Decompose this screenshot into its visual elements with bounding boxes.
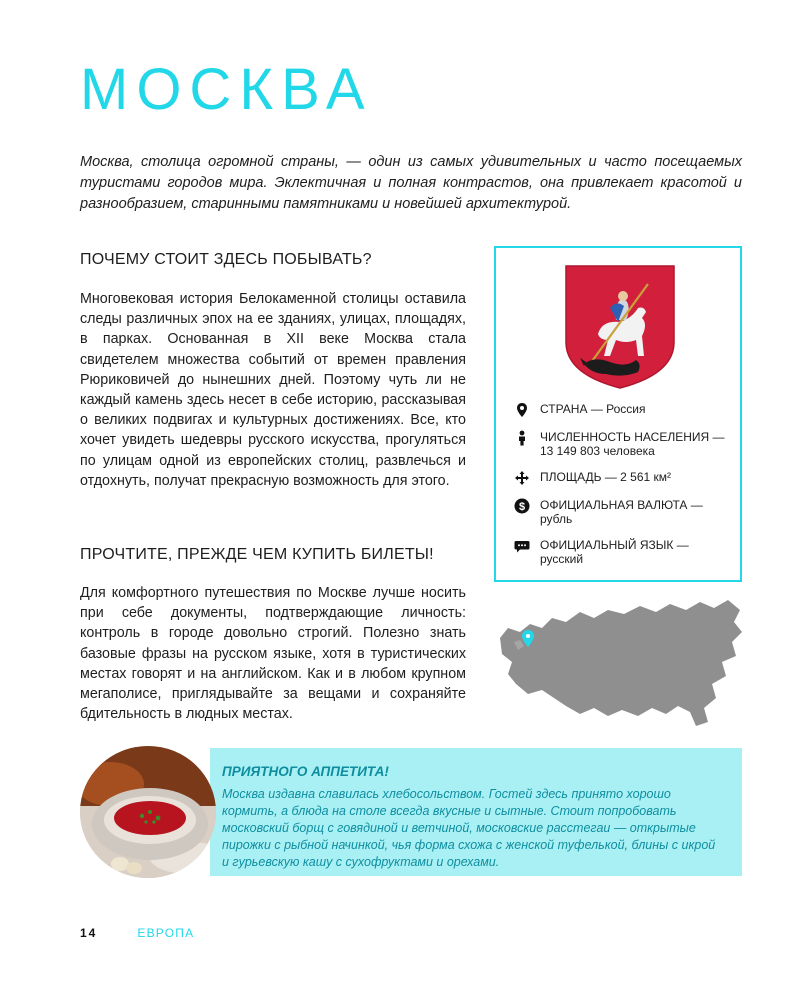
fact-country: СТРАНА — Россия	[514, 402, 734, 418]
dollar-coin-icon	[514, 498, 530, 514]
fact-label: ЧИСЛЕННОСТЬ НАСЕЛЕНИЯ	[540, 430, 710, 444]
fact-value: 2 561 км²	[620, 470, 672, 484]
tickets-heading: ПРОЧТИТЕ, ПРЕЖДЕ ЧЕМ КУПИТЬ БИЛЕТЫ!	[80, 546, 434, 563]
why-visit-paragraph: Многовековая история Белокаменной столицы оставила следы различных эпох на ее зданиях, улицах, площадях, в парках. Основанная в XII веке Москва стала свидетелем множества событий от времен правления Рюриковичей до нынешних дней. Поэтому чуть ли не каждый камень здесь несет в себе историю, рассказывая о великих подвигах и культурных достижениях. Все, кто хочет увидеть шедевры русского искусства, прогуляться по улицам одной из европейских столиц, развлечься и отдохнуть, получат прекрасную возможность для этого.	[80, 291, 466, 489]
fact-label: ПЛОЩАДЬ	[540, 470, 602, 484]
section-name: ЕВРОПА	[137, 926, 195, 940]
person-icon	[514, 430, 530, 446]
move-arrows-icon	[514, 470, 530, 486]
fact-label: СТРАНА	[540, 402, 588, 416]
tickets-paragraph: Для комфортного путешествия по Москве лучше носить при себе документы, подтверждающие личность: контроль в городе довольно строгий. Полезно знать базовые фразы на русском языке, хотя в туристических местах говорят и на английском. Как и в любом крупном мегаполисе, приглядывайте за вещами и сохраняйте бдительность в людных местах.	[80, 585, 466, 723]
food-title: ПРИЯТНОГО АППЕТИТА!	[222, 764, 389, 779]
speech-bubble-icon	[514, 538, 530, 554]
fact-area: ПЛОЩАДЬ — 2 561 км²	[514, 470, 734, 486]
fact-value: русский	[540, 552, 584, 566]
fact-currency: $ ОФИЦИАЛЬНАЯ ВАЛЮТА — рубль	[514, 498, 734, 526]
svg-text:$: $	[518, 501, 526, 513]
facts-list	[514, 402, 734, 578]
fact-label: ОФИЦИАЛЬНЫЙ ЯЗЫК	[540, 538, 674, 552]
why-visit-heading: ПОЧЕМУ СТОИТ ЗДЕСЬ ПОБЫВАТЬ?	[80, 251, 372, 268]
fact-language: ОФИЦИАЛЬНЫЙ ЯЗЫК — русский	[514, 538, 734, 566]
fact-value: рубль	[540, 512, 573, 526]
fact-label: ОФИЦИАЛЬНАЯ ВАЛЮТА	[540, 498, 688, 512]
page-number: 14	[80, 926, 98, 940]
food-text: Москва издавна славилась хлебосольством. Гостей здесь принято хорошо кормить, а блюда на столе всегда вкусные и сытные. Стоит попробовать московский борщ с говядиной и ветчиной, московские расстегаи — открытые пирожки с рыбной начинкой, чья форма схожа с женской туфелькой, блины с икрой и гурьевскую кашу с сухофруктами и орехами.	[222, 787, 716, 869]
borscht-photo	[80, 746, 216, 878]
intro-paragraph: Москва, столица огромной страны, — один из самых удивительных и часто посещаемых туристами городов мира. Эклектичная и полная контрастов, она привлекает красотой и разнообразием, старинными памятниками и новейшей архитектурой.	[80, 154, 742, 212]
info-box	[494, 246, 742, 582]
page-footer	[80, 926, 194, 940]
location-pin-icon	[514, 402, 530, 418]
page-title: МОСКВА	[80, 57, 373, 122]
food-callout	[80, 746, 742, 876]
coat-of-arms-icon	[564, 264, 676, 390]
russia-map	[494, 598, 744, 728]
fact-value: Россия	[606, 402, 646, 416]
fact-value: 13 149 803 человека	[540, 444, 655, 458]
fact-population: ЧИСЛЕННОСТЬ НАСЕЛЕНИЯ — 13 149 803 человека	[514, 430, 734, 458]
